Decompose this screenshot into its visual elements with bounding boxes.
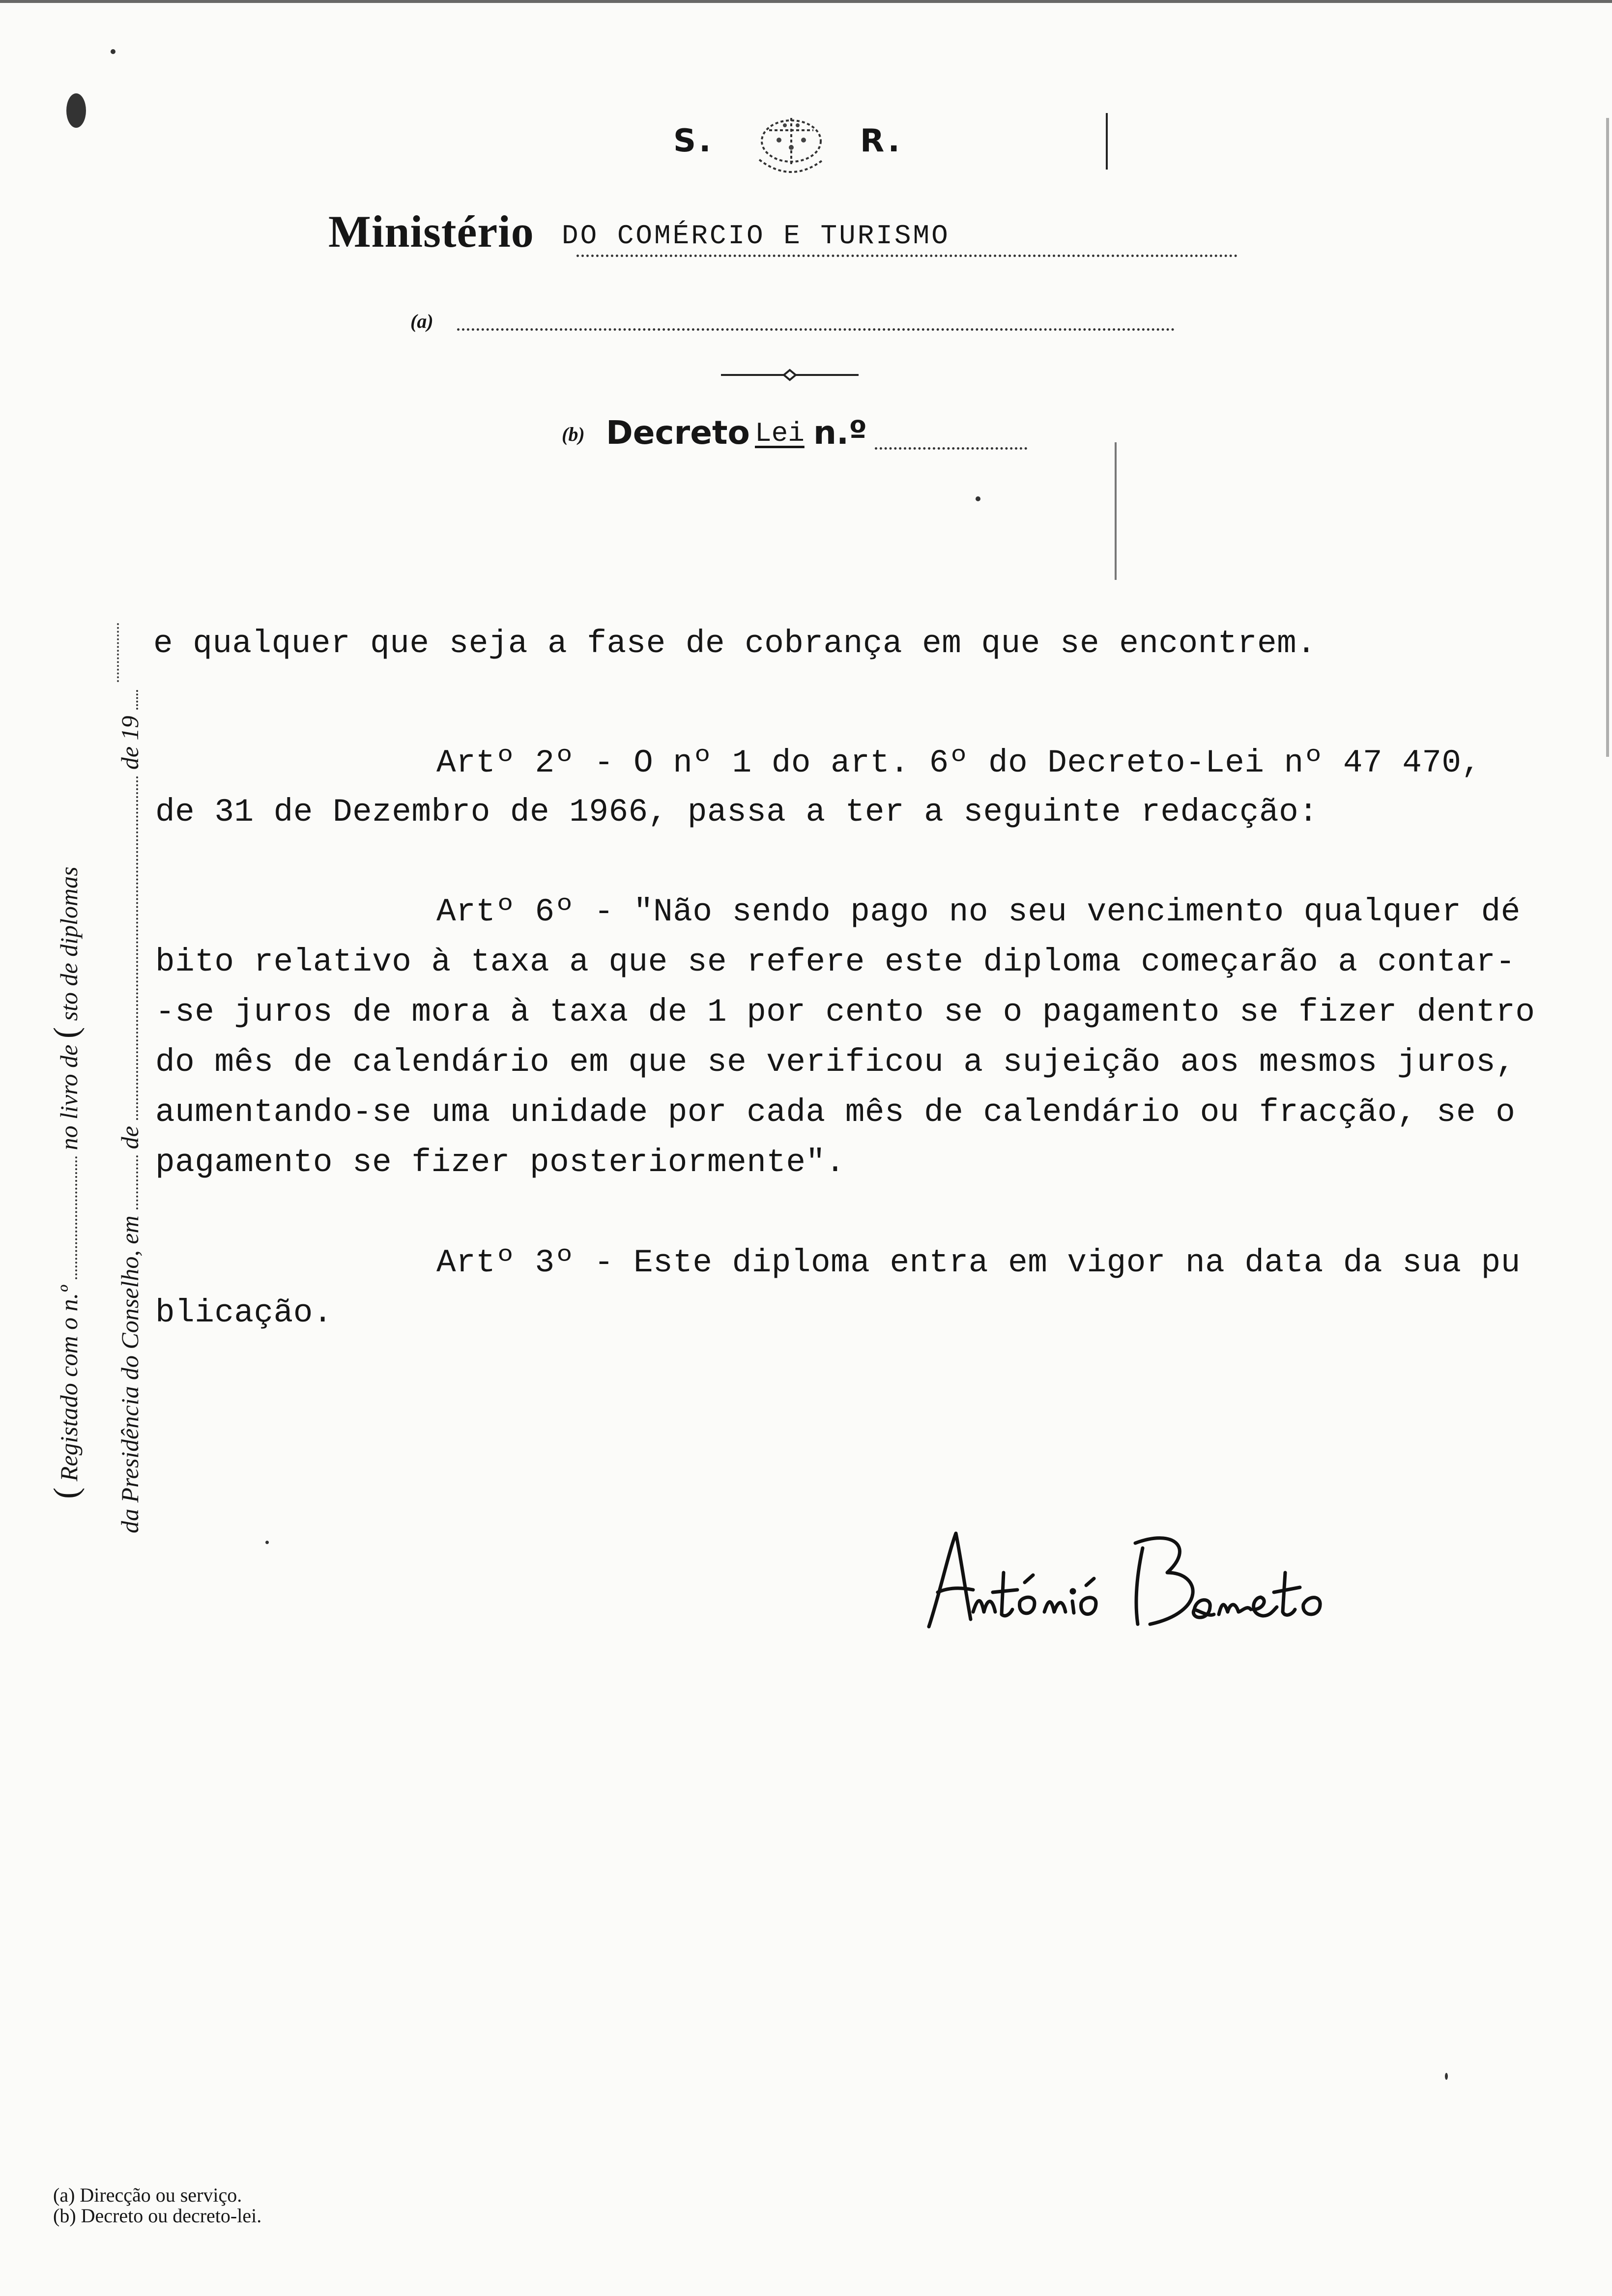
decree-suffix: Lei [755,418,805,449]
body-line-art6: Artº 6º - "Não sendo pago no seu vencimento qualquer dé [436,893,1521,930]
body-line-11: blicação. [155,1294,333,1331]
speck [265,1541,269,1544]
body-line-9: pagamento se fizer posteriormente". [155,1144,845,1181]
speck [111,49,115,54]
coat-of-arms-emblem [740,111,843,184]
ministry-label: Ministério [328,206,534,257]
body-line-3: de 31 de Dezembro de 1966, passa a ter a seguinte redacção: [155,794,1319,831]
field-a-dotted-line [457,328,1175,331]
body-line-6: -se juros de mora à taxa de 1 por cento se o pagamento se fizer dentro [155,994,1535,1031]
body-line-5: bito relativo à taxa a que se refere este diploma começarão a contar- [155,944,1516,980]
margin-dotted-bracket [117,623,134,682]
header-letter-r: R. [860,123,903,159]
margin-bracket-glyph-2: ( [47,1027,85,1039]
margin-year-label: de 19 [116,716,144,770]
footnote-a: (a) Direcção ou serviço. [53,2184,242,2206]
registration-margin-line-1 [47,624,86,1499]
body-line-7: do mês de calendário em que se verificou a sujeição aos mesmos juros, [155,1044,1516,1081]
margin-book-label: no livro de [55,1044,83,1150]
direction-service-field [410,310,1177,344]
ministry-value: DO COMÉRCIO E TURISMO [562,220,950,252]
handwritten-signature [919,1514,1361,1641]
scan-mark [1115,442,1117,580]
margin-de-label: de [116,1126,144,1149]
decree-label: Decreto [606,414,750,452]
scan-mark [1106,113,1108,170]
ministry-field [328,205,1262,264]
registration-margin-line-2 [115,634,144,1533]
speck [1445,2073,1448,2080]
decree-b-label: (b) [562,423,585,445]
scan-edge-mark [1606,118,1609,757]
ink-blot [66,93,86,128]
ministry-dotted-line [576,255,1238,257]
margin-year-blank [116,690,138,710]
decree-number-dotted-line [875,447,1027,450]
margin-diplomas-label: sto de diplomas [55,866,83,1021]
decree-field [562,414,1034,458]
ornamental-divider [721,368,859,382]
speck [976,496,980,501]
margin-registered-label: Registado com o n.º [55,1285,83,1482]
field-a-label: (a) [410,310,433,332]
footnote-b: (b) Decreto ou decreto-lei. [53,2205,262,2227]
top-edge-rule [0,0,1612,3]
body-line-1: e qualquer que seja a fase de cobrança em que se encontrem. [153,625,1317,662]
body-line-art2: Artº 2º - O nº 1 do art. 6º do Decreto-Lei nº 47 470, [436,745,1481,781]
decree-number-label: n.º [813,414,867,452]
body-line-8: aumentando-se uma unidade por cada mês de calendário ou fracção, se o [155,1094,1516,1131]
margin-month-blank [116,776,138,1120]
body-line-art3: Artº 3º - Este diploma entra em vigor na data da sua pu [436,1244,1521,1281]
margin-day-blank [116,1155,138,1209]
margin-number-blank [56,1156,77,1279]
margin-presidency-label: da Presidência do Conselho, em [116,1215,144,1533]
margin-bracket-glyph: ( [47,1487,85,1499]
header-letter-s: S. [673,123,714,159]
